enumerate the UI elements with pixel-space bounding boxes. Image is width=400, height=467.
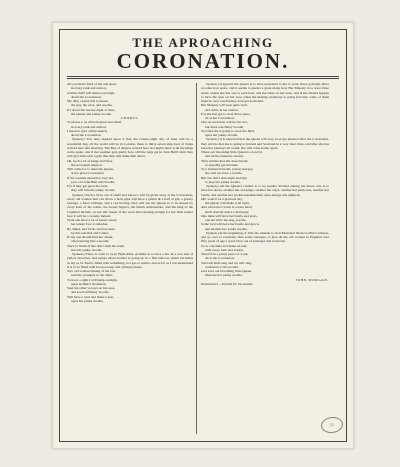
verse-line: confusion to the noodle,	[205, 264, 239, 269]
verse-line: upon her yanky doodle.	[205, 133, 239, 137]
verse-line: For if they get upon his back,	[67, 184, 109, 188]
left-column	[67, 82, 193, 303]
verse-line: Will have a treat and make a seat,	[67, 294, 115, 299]
spoken-passage: Spoken.) In the beginning of July she intends to visit Monsieur Mont Goilfer's balloon, and go over to Germany after some sausages, to give all the old women in England over fifty years of age a good blow out of sausages and sourcrout.	[201, 230, 329, 244]
column-divider	[196, 83, 197, 434]
spoken-passage: Spoken.) You may depend upon it that the twenty-eight day of June will be a wonderful day, all the world will be in London, there is thirty-seven ship load of Turks arrived here this morning. The Bey of Algiers arrived here last night; there is all the kings come again, and if the weather gets gustry how will the bags get in John Bull's shirt they will give him such a grip that they will make him dance.	[67, 137, 193, 159]
verse-line: and noble in her station,	[205, 107, 239, 112]
verse-line: If any one should hurt her cheek,	[67, 235, 114, 239]
verse-stanza	[201, 103, 329, 137]
verse-line: into his yanky doodle.	[71, 247, 103, 252]
verse-stanza	[67, 159, 193, 193]
printer-imprint: Westminster.—Printed for the Author.	[201, 281, 254, 286]
verse-stanza	[201, 197, 329, 231]
verse-stanza	[67, 269, 193, 303]
verse-line: The lads shall sing and we will sing,	[201, 260, 252, 265]
verse-line: By dukes, and lords, and baronets,	[67, 226, 116, 231]
verse-line: but there was Betsy Soodle,	[205, 124, 244, 129]
verse-line: the gay, the wise, and noodle,	[71, 103, 113, 108]
verse-line: All you that's fond of fun and sport,	[67, 82, 118, 86]
verse-line: poor old John Bull will Soodle,	[71, 179, 115, 184]
verse-line: said the youngest to the other,	[71, 273, 113, 278]
verse-line: to play her yanky doodle.	[205, 179, 241, 184]
verse-line: I mean to give a little sketch,	[67, 128, 108, 133]
verse-line: Two old women talking of the fair,	[67, 269, 116, 273]
verse-line: the Queen will make it all right,	[205, 201, 250, 205]
right-column	[201, 82, 329, 286]
verse-line: Oh! wont it be a glorious day,	[201, 196, 243, 201]
verse-line: They tell me that she does intend,	[201, 158, 249, 163]
verse-line: all at the Coronation;	[205, 256, 235, 261]
verse-line: her tender face to smother,	[71, 222, 109, 227]
verse-line: It's about the twenty-eight of June,	[67, 107, 116, 112]
verse-line: Will come for to meet the Queen,	[67, 167, 114, 171]
title-rule-double	[67, 78, 339, 79]
verse-line: To please y ou all both great and small,	[67, 120, 122, 125]
verse-line: Oh, such a lot of kings and fleas,	[67, 158, 113, 163]
spoken-passage: Spoken.) All the Queen's clothes is to be equally divided among the Peers, one is to have her shoes, another her stockings, another her stays, another her petticoats, another her bustle, and another her pocket-handkerchief, shoe-strings and nightcap.	[201, 184, 329, 197]
verse-stanza	[201, 244, 329, 278]
verse-line: she'll merrily dance a hornpipe;	[205, 209, 250, 214]
spoken-passage: Spoken.) It appears the Queen is to have presented to her to wear, three gold gilt silver wooden iron spurs, and it seems to puzzle a great many how Her Majesty is to wear three spurs, unless she has one to each heel, and the other on her nose, and if she should happen to have the spur on her nose when the kissing ceremony is going forward, some of them must be very careful they dont get scratched.	[201, 82, 329, 103]
verse-line: Some lord will have her bustle and gown,	[201, 222, 260, 227]
verse-line: to speedily get married;	[205, 162, 239, 167]
verse-line: Said the other you get on his nose,	[67, 286, 116, 290]
verse-line: And when the Crown is on her head,	[201, 205, 253, 210]
verse-line: all at her Coronation;	[205, 116, 235, 120]
verse-line: the Queen and yanky doodle.	[71, 111, 112, 116]
verse-line: To have a sight I will jump outright,	[67, 277, 118, 282]
verse-line: So to conclude and make an end,	[201, 243, 248, 248]
archive-stamp: 12	[320, 416, 344, 435]
verse-line: One duke will have her bustle and stays,	[201, 213, 258, 218]
verse-line: likewise her yanky doodle.	[205, 273, 243, 278]
verse-line: Wont she have a lot of kisses sweet,	[67, 218, 118, 222]
title-line-2: CORONATION.	[116, 49, 290, 73]
verse-line: in every rank and station,	[71, 124, 107, 129]
verse-line: in every rank and station,	[71, 86, 107, 91]
title-line-1: THE APROACHING	[132, 35, 274, 50]
verse-line: One on each heel will be but two,	[201, 120, 249, 125]
verse-line: Her Majesty will look quite well,	[201, 103, 248, 108]
spoken-passage: Spoken.) It is expected that the Queen will very soon get married after the Coronation, they tell me that she is going to Ireland and Scotland in a very short time, and after she has been her journeys all round, she will come home again.	[201, 137, 329, 150]
verse-line: You feel she is going to wear the third,	[201, 128, 256, 133]
verse-line: She's to blame if she don't stick her teeth	[67, 243, 125, 248]
chorus-heading: CHORUS.	[120, 116, 140, 120]
verse-line: There'll be a pretty piece of work,	[201, 252, 249, 256]
author-signature: JOHN MORGAN.	[295, 277, 329, 282]
verse-line: and see bold Bessy Soodle,	[71, 290, 110, 295]
verse-stanza	[67, 82, 193, 116]
spoken-passage: Spoken.) There is a fair to be in Hyde-Park, Achilles is to have a hat, & a new suit of yellow breeches, and square Mont Goilfer is going up in a fine balloon, where his times as big as St. Paul's, filled with something, not gas or spirits, and as far as I can understand it is to be filled with hot pea-soup and cabbage plants.	[67, 252, 193, 269]
broadside-sheet	[52, 22, 354, 449]
verse-line: upon his yanky doodle.	[71, 298, 104, 303]
verse-line: with every rank and station,	[205, 247, 244, 252]
verse-line: about the Coronation.	[71, 133, 102, 137]
spoken-passage: Spoken.) Such a blow out of snuff and tobacco will be given away at the Coronation, every old woman that can throw a horn-pipe will have a gallon & a half of gin, a greasy sausage, a fried cabbage, and a red herring, they will see the Queen is to be kissed by every Peer of the realm, the Grand Signior, the Dutch Ambassador, and the king of the Cannibal Islands, on her left cheek, if she wont have kissing enough for her little tender face it will be a wonder indeed.	[67, 192, 193, 218]
verse-stanza	[67, 120, 193, 137]
verse-line: she will not have a noodle,	[205, 171, 243, 176]
verse-stanza	[67, 218, 193, 252]
verse-line: God save our blooming little Queen,	[201, 269, 253, 273]
verse-line: about the Coronation;	[71, 94, 102, 99]
verse-line: when kissing like a noodle,	[71, 239, 110, 244]
verse-line: But one that's able night and day,	[201, 175, 248, 180]
verse-line: My ditty cannot fail to please,	[67, 99, 109, 103]
verse-line: A little chaff will make you laugh,	[67, 90, 116, 95]
verse-line: they will bite his yanky doodle.	[71, 188, 116, 193]
verse-line: at her great Coronation;	[71, 171, 105, 176]
verse-line: For she has got to wear three spurs,	[201, 111, 251, 116]
verse-line: If the weather should be very hot,	[67, 175, 115, 180]
verse-line: upon Achille's shoulders;	[71, 281, 107, 286]
verse-line: the sovereign religion,	[71, 162, 103, 167]
verse-line: When our blooming little Queen is crown'd,	[201, 150, 263, 154]
verse-line: and all the business carried,	[205, 154, 244, 159]
title-rule	[67, 76, 339, 77]
verse-line: and another her yanky doodle.	[205, 226, 248, 231]
verse-stanza	[201, 150, 329, 184]
verse-line: by this and that and t'other;	[71, 230, 110, 235]
verse-line: To a husband buxom, young and gay,	[201, 167, 254, 171]
verse-line: one her little lap-dog, poodle,	[205, 218, 247, 222]
